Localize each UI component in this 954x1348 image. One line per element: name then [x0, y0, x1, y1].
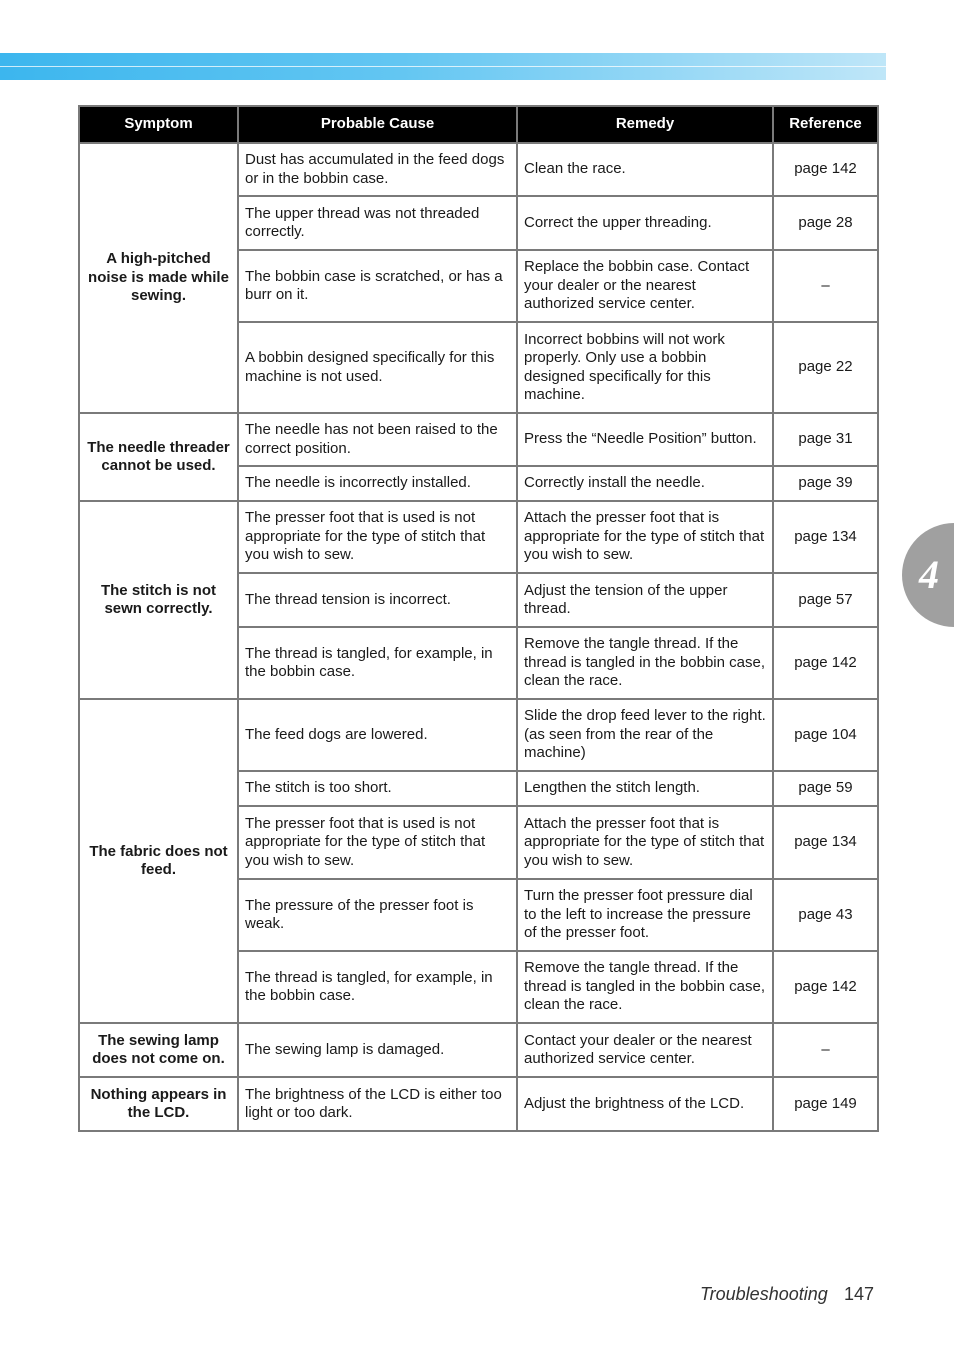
table-header-row	[79, 106, 878, 143]
reference-cell: page 142	[773, 951, 878, 1023]
reference-cell: page 104	[773, 699, 878, 771]
table-row	[79, 143, 878, 196]
reference-cell: –	[773, 250, 878, 322]
cause-cell: A bobbin designed specifically for this machine is not used.	[238, 322, 517, 413]
column-header-reference: Reference	[773, 106, 878, 143]
remedy-cell: Incorrect bobbins will not work properly. Only use a bobbin designed specifically for this machine.	[517, 322, 773, 413]
symptom-cell: The stitch is not sewn correctly.	[79, 501, 238, 699]
remedy-cell: Press the “Needle Position” button.	[517, 413, 773, 466]
column-header-cause: Probable Cause	[238, 106, 517, 143]
column-header-symptom: Symptom	[79, 106, 238, 143]
remedy-cell: Adjust the tension of the upper thread.	[517, 573, 773, 627]
cause-cell: Dust has accumulated in the feed dogs or in the bobbin case.	[238, 143, 517, 196]
remedy-cell: Remove the tangle thread. If the thread is tangled in the bobbin case, clean the race.	[517, 951, 773, 1023]
remedy-cell: Attach the presser foot that is appropriate for the type of stitch that you wish to sew.	[517, 501, 773, 573]
remedy-cell: Correct the upper threading.	[517, 196, 773, 250]
reference-cell: page 28	[773, 196, 878, 250]
reference-cell: page 149	[773, 1077, 878, 1131]
cause-cell: The presser foot that is used is not appropriate for the type of stitch that you wish to sew.	[238, 806, 517, 879]
footer-page-number: 147	[844, 1284, 875, 1304]
reference-cell: page 142	[773, 627, 878, 699]
cause-cell: The thread is tangled, for example, in the bobbin case.	[238, 951, 517, 1023]
remedy-cell: Adjust the brightness of the LCD.	[517, 1077, 773, 1131]
reference-cell: page 59	[773, 771, 878, 806]
remedy-cell: Remove the tangle thread. If the thread is tangled in the bobbin case, clean the race.	[517, 627, 773, 699]
cause-cell: The pressure of the presser foot is weak.	[238, 879, 517, 951]
table-row	[79, 1077, 878, 1131]
reference-cell: page 22	[773, 322, 878, 413]
chapter-number: 4	[919, 552, 939, 597]
cause-cell: The brightness of the LCD is either too light or too dark.	[238, 1077, 517, 1131]
reference-cell: –	[773, 1023, 878, 1077]
remedy-cell: Attach the presser foot that is appropriate for the type of stitch that you wish to sew.	[517, 806, 773, 879]
reference-cell: page 142	[773, 143, 878, 196]
table-row	[79, 413, 878, 466]
reference-cell: page 39	[773, 466, 878, 501]
cause-cell: The thread is tangled, for example, in the bobbin case.	[238, 627, 517, 699]
reference-cell: page 57	[773, 573, 878, 627]
reference-cell: page 43	[773, 879, 878, 951]
remedy-cell: Lengthen the stitch length.	[517, 771, 773, 806]
table-row	[79, 699, 878, 771]
table-row	[79, 1023, 878, 1077]
column-header-remedy: Remedy	[517, 106, 773, 143]
remedy-cell: Slide the drop feed lever to the right. (as seen from the rear of the machine)	[517, 699, 773, 771]
symptom-cell: A high-pitched noise is made while sewing.	[79, 143, 238, 413]
footer-section-title: Troubleshooting	[700, 1284, 828, 1304]
cause-cell: The sewing lamp is damaged.	[238, 1023, 517, 1077]
table-row	[79, 501, 878, 573]
reference-cell: page 31	[773, 413, 878, 466]
cause-cell: The presser foot that is used is not appropriate for the type of stitch that you wish to sew.	[238, 501, 517, 573]
cause-cell: The thread tension is incorrect.	[238, 573, 517, 627]
symptom-cell: The needle threader cannot be used.	[79, 413, 238, 501]
remedy-cell: Contact your dealer or the nearest authorized service center.	[517, 1023, 773, 1077]
reference-cell: page 134	[773, 501, 878, 573]
header-color-band	[0, 53, 886, 80]
remedy-cell: Correctly install the needle.	[517, 466, 773, 501]
cause-cell: The needle has not been raised to the correct position.	[238, 413, 517, 466]
cause-cell: The bobbin case is scratched, or has a burr on it.	[238, 250, 517, 322]
remedy-cell: Clean the race.	[517, 143, 773, 196]
troubleshooting-table	[78, 105, 879, 1132]
cause-cell: The needle is incorrectly installed.	[238, 466, 517, 501]
symptom-cell: The fabric does not feed.	[79, 699, 238, 1023]
cause-cell: The upper thread was not threaded correctly.	[238, 196, 517, 250]
remedy-cell: Turn the presser foot pressure dial to the left to increase the pressure of the presser foot.	[517, 879, 773, 951]
remedy-cell: Replace the bobbin case. Contact your dealer or the nearest authorized service center.	[517, 250, 773, 322]
symptom-cell: Nothing appears in the LCD.	[79, 1077, 238, 1131]
reference-cell: page 134	[773, 806, 878, 879]
cause-cell: The stitch is too short.	[238, 771, 517, 806]
cause-cell: The feed dogs are lowered.	[238, 699, 517, 771]
symptom-cell: The sewing lamp does not come on.	[79, 1023, 238, 1077]
